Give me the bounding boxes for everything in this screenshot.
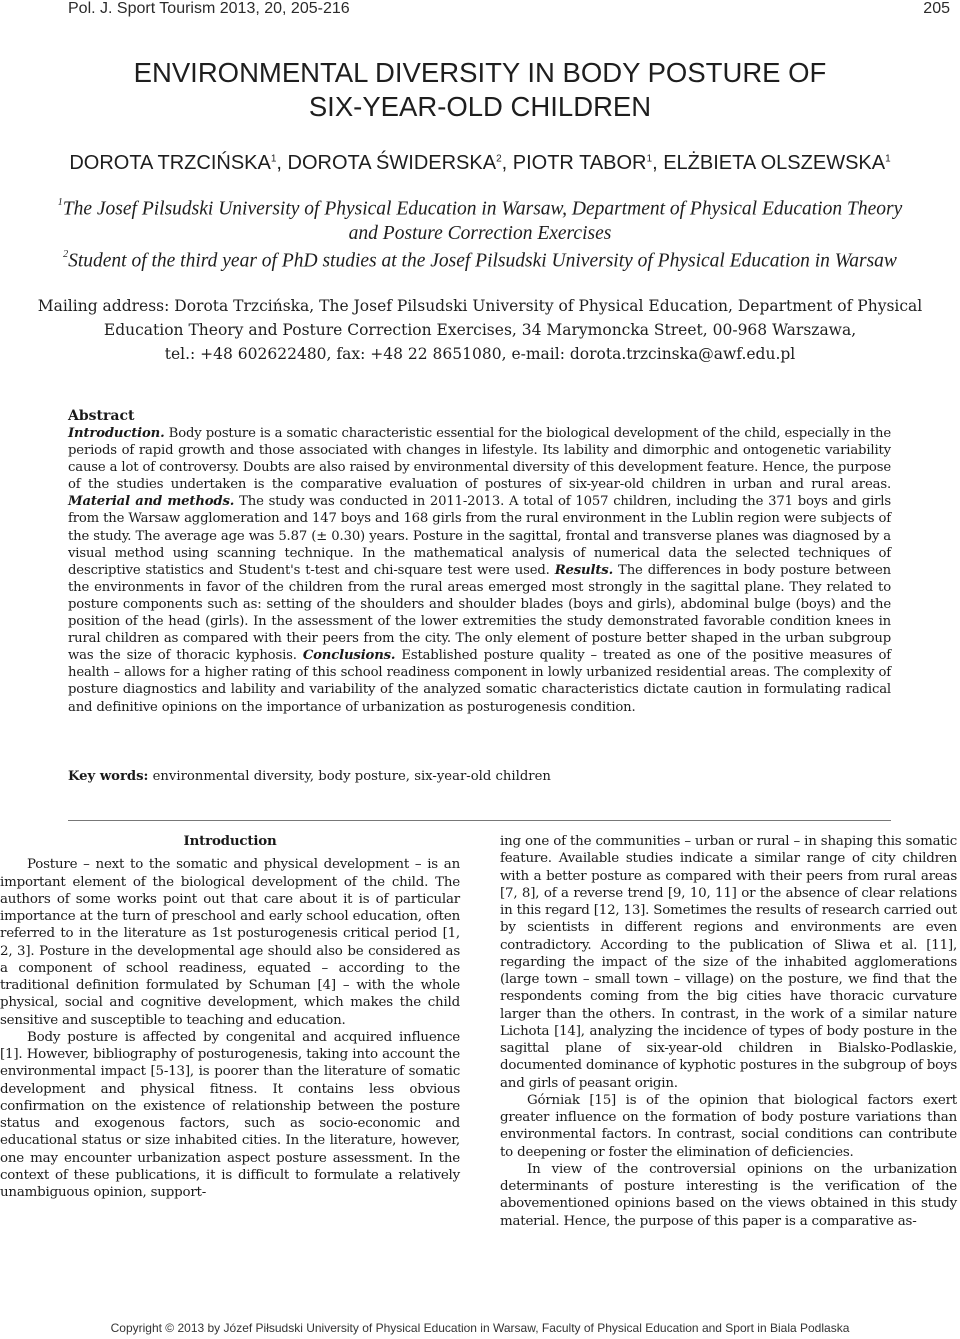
author-name: DOROTA ŚWIDERSKA — [287, 152, 497, 174]
title-line-2: SIX-YEAR-OLD CHILDREN — [308, 91, 652, 122]
author-name: DOROTA TRZCIŃSKA — [69, 152, 271, 174]
affiliation-mark: 2 — [63, 249, 69, 260]
left-column — [0, 833, 460, 1201]
abstract-intro-label: Introduction. — [68, 426, 165, 441]
mailing-line-2: Education Theory and Posture Correction Exercises, 34 Marymoncka Street, 00-968 Warszawa, — [103, 321, 857, 339]
affiliation-text: Student of the third year of PhD studies at the Josef Pilsudski University of Physical Education in Warsaw — [68, 250, 897, 272]
affiliation-text-cont: and Posture Correction Exercises — [348, 222, 612, 244]
introduction-heading: Introduction — [183, 833, 277, 849]
author-list: DOROTA TRZCIŃSKA$^1$, DOROTA ŚWIDERSKA$^2$, PIOTR TABOR$^1$, ELŻBIETA OLSZEWSKA$^1$ — [69, 152, 891, 174]
author-name: ELŻBIETA OLSZEWSKA — [663, 152, 886, 174]
body-paragraph: Górniak [15] is of the opinion that biological factors exert greater influence on the formation of body posture variations than environmental factors. In contrast, social conditions can contribute to deepening or foster the elimination of deficiencies. — [500, 1092, 957, 1160]
author-affiliation-mark: 1 — [646, 153, 653, 165]
title-line-1: ENVIRONMENTAL DIVERSITY IN BODY POSTURE OF — [133, 57, 827, 88]
abstract-results-text: The differences in body posture between the environments in favor of the children from the rural areas emerged most strongly in the sagittal plane. They related to posture components such as: setting of the shoulders and shoulder blades (boys and girls), abdominal bulge (boys) and the position of the head (girls). In the assessment of the lower extremities the study demonstrated favorable condition knees in rural children as compared with their peers from the city. The only element of posture better shaped in the urban subgroup was the size of thoracic kyphosis. — [68, 562, 891, 664]
keywords-text: environmental diversity, body posture, six-year-old children — [148, 769, 551, 784]
article-title — [0, 56, 960, 124]
body-paragraph: Body posture is affected by congenital and acquired influence [1]. However, bibliography of posturogenesis, taking into account the environmental impact [5-13], is poorer than the literature of somatic development and physical fitness. It contains less obvious confirmation on the existence of relationship between the posture status and exogenous factors, such as socio-economic and educational status or size inhabited cities. In the literature, however, one may encounter urbanization aspect posture assessment. In the context of these publications, it is difficult to formulate a relatively unambiguous opinion, support- — [0, 1029, 460, 1200]
abstract-methods-text: The study was conducted in 2011-2013. A total of 1057 children, including the 371 boys and girls from the Warsaw agglomeration and 147 boys and 168 girls from the rural environment in the Lublin region were subjects of the study. The average age was 5.87 (± 0.30) years. Posture in the sagittal, frontal and transverse planes was diagnosed by a visual method using scanning technique. In the mathematical analysis of numerical data the selected techniques of descriptive statistics and Student's t-test and chi-square test were used. — [68, 494, 891, 578]
affiliation-2 — [0, 245, 960, 274]
right-column — [500, 833, 957, 1230]
mailing-line-3: tel.: +48 602622480, fax: +48 22 8651080, e-mail: dorota.trzcinska@awf.edu.pl — [164, 345, 796, 363]
affiliation-1 — [0, 193, 960, 246]
journal-citation: Pol. J. Sport Tourism 2013, 20, 205-216 — [68, 0, 350, 17]
affiliation-mark: 1 — [57, 197, 63, 208]
mailing-line-1: Mailing address: Dorota Trzcińska, The Josef Pilsudski University of Physical Education, Department of Physical — [37, 297, 923, 315]
body-paragraph: ing one of the communities – urban or rural – in shaping this somatic feature. Available studies indicate a similar range of city children with a better posture as compared with their peers from rural areas [7, 8], of a reverse trend [9, 10, 11] or the absence of clear relations in this regard [12, 13]. Sometimes the results of research carried out by scientists in different regions and environments are even contradictory. According to the publication of Sliwa et al. [11], regarding the impact of the size of the inhabited agglomerations (large town – small town – village) on the posture, we find that the respondents coming from the big cities have thoracic curvature larger than the others. In contrast, in the work of a similar nature Lichota [14], analyzing the incidence of types of body posture in the sagittal plane of six-year-old children in Bialsko-Podlaskie, documented dominance of kyphotic postures in the subgroup of boys and girls of peasant origin. — [500, 834, 957, 1091]
author-affiliation-mark: 2 — [496, 153, 502, 165]
author-affiliation-mark: 1 — [270, 153, 277, 165]
section-divider — [68, 820, 891, 821]
author-name: PIOTR TABOR — [512, 152, 647, 174]
body-paragraph: In view of the controversial opinions on the urbanization determinants of posture interesting is the verification of the abovementioned opinions based on the views obtained in this study material. Hence, the purpose of this paper is a comparative as- — [500, 1161, 957, 1229]
page-number: 205 — [923, 0, 950, 17]
abstract-conclusions-text: Established posture quality – treated as one of the positive measures of health – allows for a higher rating of this school readiness component in lowly urbanized residential areas. The complexity of posture diagnostics and lability and variability of the analyzed somatic characteristics dictate caution in formulating radical and definitive opinions on the importance of urbanization as posturogenesis condition. — [68, 648, 892, 715]
abstract-methods-label: Material and methods. — [68, 494, 235, 510]
keywords — [68, 769, 551, 784]
abstract-heading: Abstract — [68, 408, 135, 424]
keywords-label: Key words: — [68, 769, 149, 784]
author-affiliation-mark: 1 — [885, 153, 891, 165]
copyright-footer: Copyright © 2013 by Józef Piłsudski University of Physical Education in Warsaw, Faculty of Physical Education and Sport in Biala Podlaska — [110, 1321, 850, 1335]
body-paragraph: Posture – next to the somatic and physical development – is an important element of the biological development of the child. The authors of some works point out that care about it is of particular importance at the turn of preschool and early school education, often referred to in the literature as 1st posturogenesis critical period [1, 2, 3]. Posture in the developmental age should also be considered as a component of school readiness, equated – according to the traditional definition formulated by Schuman [4] – with the whole physical, social and cognitive development, which makes the child sensitive and susceptible to teaching and education. — [0, 857, 460, 1028]
abstract-conclusions-label: Conclusions. — [302, 648, 396, 664]
mailing-address — [0, 294, 960, 366]
abstract-results-label: Results. — [554, 562, 614, 578]
abstract-body — [68, 425, 891, 716]
abstract-intro-text: Body posture is a somatic characteristic essential for the biological development of the child, especially in the periods of rapid growth and those associated with changes in lifestyle. Its lability and dimorphic and ontogenetic variability cause a lot of controversy. Doubts are also raised by environmental diversity of this development feature. Hence, the purpose of the studies undertaken is the comparative evaluation of postures of six-year-old children in urban and rural areas. — [68, 426, 891, 493]
affiliation-text: The Josef Pilsudski University of Physical Education in Warsaw, Department of Physical Education Theory — [62, 198, 903, 220]
